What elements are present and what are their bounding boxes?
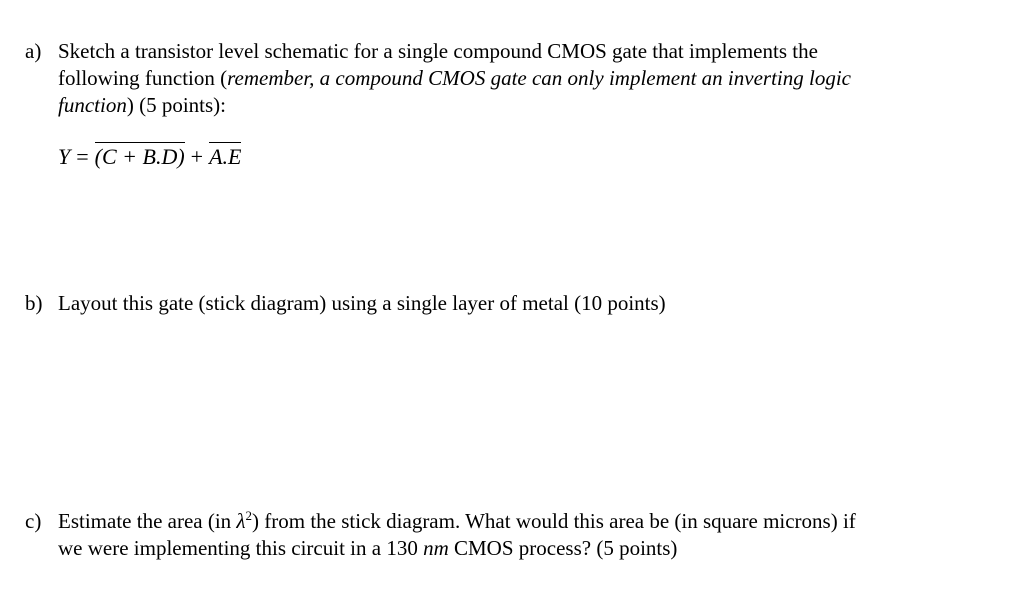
question-a-text-part1: Sketch a transistor level schematic for a single compound CMOS gate that implements the following function ( <box>58 39 818 90</box>
question-c-text-part3: CMOS process? (5 points) <box>448 536 678 560</box>
question-a-italic-note: remember, a compound CMOS gate can only implement an inverting logic function <box>58 66 851 117</box>
question-c-text <box>58 508 858 562</box>
question-a <box>25 38 858 119</box>
lambda-exponent: 2 <box>245 508 253 523</box>
question-c-text-part1: Estimate the area (in <box>58 509 237 533</box>
question-c-text-part2: ) from the stick diagram. What would this area be (in square microns) if we were implementing this circuit in a 130 <box>58 509 856 560</box>
boolean-equation <box>58 143 241 171</box>
equation-equals: = <box>76 144 89 169</box>
lambda-symbol: λ <box>236 509 246 533</box>
question-a-label: a) <box>25 39 42 63</box>
question-a-text-part2: ) (5 points): <box>126 93 226 117</box>
unit-nm: nm <box>423 536 449 560</box>
question-c <box>25 508 858 562</box>
question-b-label: b) <box>25 291 43 315</box>
question-b <box>25 290 858 317</box>
question-b-text: Layout this gate (stick diagram) using a single layer of metal (10 points) <box>58 291 666 315</box>
equation-term-1: (C + B.D) <box>94 144 185 169</box>
question-c-label: c) <box>25 509 42 533</box>
equation-term-2: A.E <box>209 144 242 169</box>
equation-lhs: Y <box>58 144 71 169</box>
equation-plus: + <box>190 144 204 169</box>
question-a-text <box>58 38 858 119</box>
